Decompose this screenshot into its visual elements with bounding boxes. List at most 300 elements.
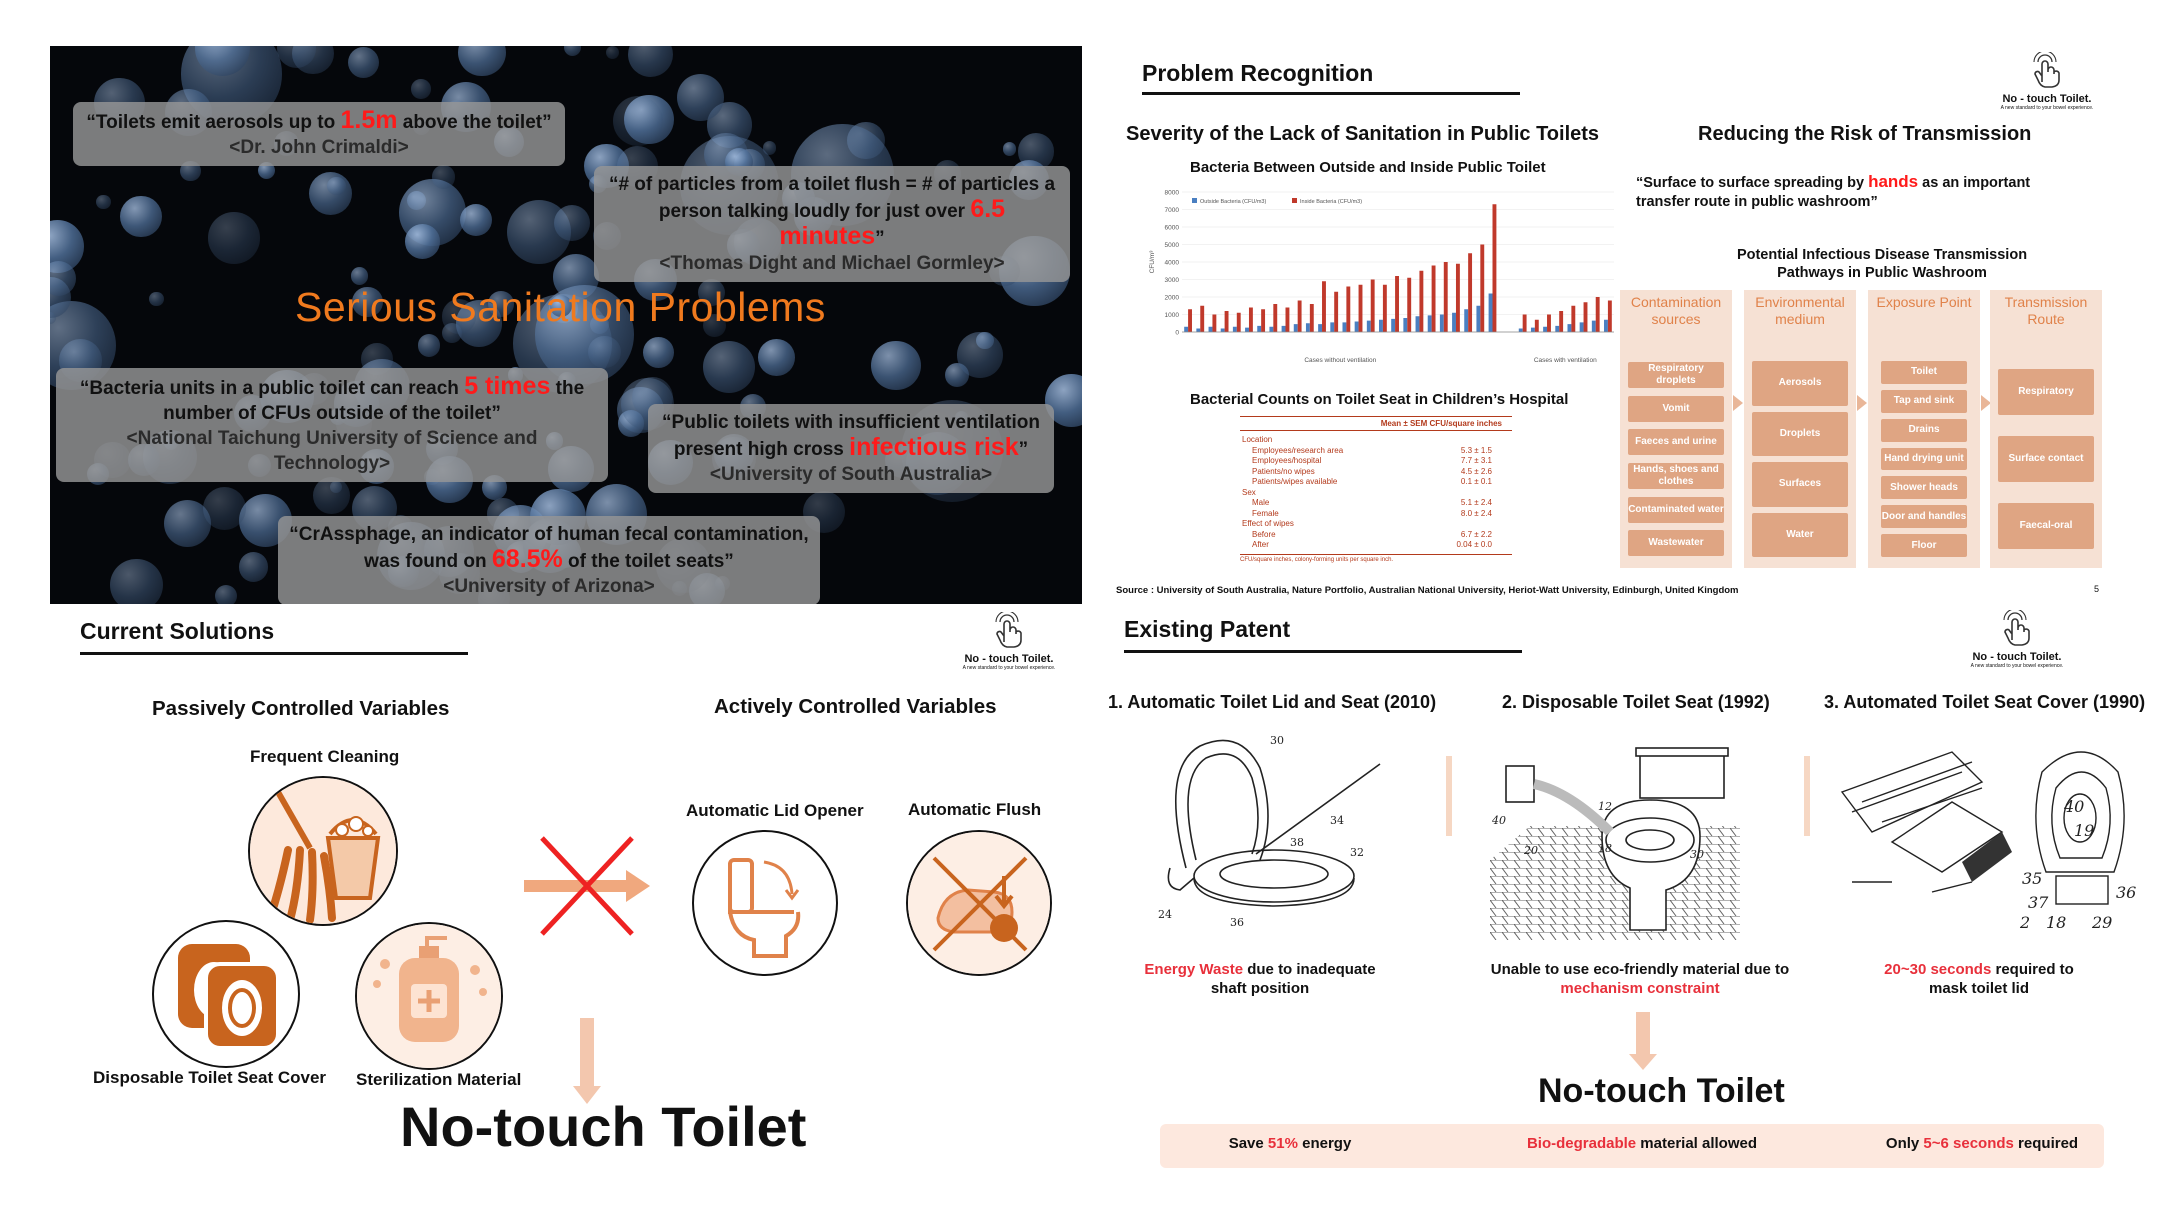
bacteria-bubble [327,177,346,196]
quote-highlight: hands [1868,172,1919,191]
quote-text: ” [1018,439,1029,460]
row-label: Effect of wipes [1242,519,1294,528]
quote-source: <University of Arizona> [443,576,655,597]
section-header-solutions: Current Solutions [80,618,275,644]
row-value: 5.3 ± 1.5 [1460,445,1492,455]
bar-inside [1346,287,1350,333]
y-tick-label: 8000 [1164,189,1179,197]
frequent-cleaning-label: Frequent Cleaning [250,747,400,766]
note-text: required to mask toilet lid [1928,961,2074,997]
pathway-item: Respiratory [1998,369,2094,415]
bar-outside [1464,309,1468,332]
bacteria-bubble [418,334,440,356]
patent-title-2: 2. Disposable Toilet Seat (1992) [1502,692,1770,712]
bar-inside [1237,313,1241,332]
logo-name: No - touch Toilet. [964,653,1054,665]
bar-inside [1584,302,1588,332]
quote-highlight: 6.5 minutes [779,195,1006,250]
figure-label: 38 [1290,836,1304,849]
figure-label: 37 [2028,893,2049,912]
frequent-cleaning-circle [248,776,398,926]
bar-outside [1367,321,1371,332]
benefit-text: material allowed [1636,1135,1758,1152]
figure-label: 12 [1598,800,1612,813]
bar-outside [1543,327,1547,332]
pathway-item: Surfaces [1752,462,1848,507]
bar-inside [1480,245,1484,333]
patent-title-3: 3. Automated Toilet Seat Cover (1990) [1824,692,2146,712]
bar-inside [1523,315,1527,333]
right-subtitle: Reducing the Risk of Transmission [1698,123,2032,145]
pathway-arrow-icon [1857,395,1867,411]
logo-tagline: A new standard to your bowel experience. [1970,663,2064,669]
row-label: After [1252,540,1269,549]
bar-inside [1298,301,1302,333]
group-label: Cases with ventilation [1533,357,1597,364]
bar-outside [1257,326,1261,332]
bar-outside [1379,320,1383,332]
bar-inside [1571,306,1575,332]
bar-outside [1476,306,1480,332]
bar-inside [1432,266,1436,333]
row-label: Sex [1242,487,1256,497]
disposable-cover-circle [152,920,300,1068]
legend-inside: Inside Bacteria (CFU/m3) [1300,199,1363,205]
sanitizer-bottle-icon [357,924,501,1068]
y-tick-label: 6000 [1164,224,1179,232]
benefit-material [1526,1134,1758,1153]
column-separator [1446,756,1452,836]
bar-inside [1535,320,1539,332]
bar-outside [1245,328,1249,332]
table-row [1240,467,1512,478]
bar-outside [1318,324,1322,332]
quote-text: the number of CFUs outside of the toilet” [163,378,585,424]
bar-inside [1395,276,1399,332]
figure-label: 19 [2074,821,2095,840]
bacteria-bubble [628,46,673,77]
note-highlight: 20~30 seconds [1884,961,1992,978]
pathway-item: Water [1752,513,1848,558]
bar-outside [1233,327,1237,332]
bar-outside [1592,321,1596,332]
note-highlight: mechanism constraint [1560,980,1720,997]
brand-logo [1972,52,2122,111]
bar-inside [1419,271,1423,332]
bacteria-bubble [120,196,162,238]
figure-label: 24 [1158,908,1172,921]
bacteria-bubble [203,487,246,530]
bacteria-bubble [351,267,369,285]
quote-text: of the toilet seats” [562,551,734,572]
benefit-highlight: 5~6 seconds [1923,1135,2014,1152]
pathway-item: Shower heads [1881,476,1967,499]
bar-outside [1330,322,1334,332]
note-highlight: Energy Waste [1144,961,1244,978]
row-value: 5.1 ± 2.4 [1460,498,1492,507]
touch-hand-icon [2000,610,2034,646]
pathway-item: Toilet [1881,361,1967,384]
bar-inside [1383,285,1387,332]
table-row [1240,540,1512,551]
bar-outside [1452,313,1456,332]
bar-inside [1273,304,1277,332]
patent-note-3 [1864,960,2094,998]
brand-logo [934,612,1084,671]
table-row [1240,509,1512,520]
logo-tagline: A new standard to your bowel experience. [962,665,1056,671]
bar-inside [1608,301,1612,333]
bacteria-bubble [643,337,674,368]
bar-inside [1310,304,1314,332]
patent-drawing-seat-cover [1832,732,2142,938]
bacteria-bar-chart [1146,182,1622,364]
bacteria-bubble [208,212,259,263]
down-arrow-stem [1636,1012,1650,1054]
table-row [1240,477,1512,488]
row-value: 0.1 ± 0.1 [1460,477,1492,486]
bar-outside [1403,318,1407,332]
pathway-column-title: Environmental medium [1755,294,1845,327]
patent-drawing-lid-seat [1150,728,1400,934]
pathway-item: Tap and sink [1881,390,1967,413]
y-tick-label: 1000 [1164,312,1179,319]
table-row [1240,435,1512,446]
bacteria-bubble [405,224,440,259]
row-label: Location [1242,435,1273,444]
quote-bacteria-units [56,368,608,482]
section-header-patent: Existing Patent [1124,616,1291,642]
bar-inside [1286,308,1290,333]
bacteria-bubble [677,74,724,121]
chart-title: Bacteria Between Outside and Inside Public Toilet [1190,159,1546,176]
down-arrow-stem [580,1018,594,1086]
benefit-highlight: 51% [1267,1135,1298,1152]
down-arrow-icon [1629,1054,1657,1070]
bar-outside [1355,322,1359,333]
no-touch-result: No-touch Toilet [400,1095,807,1158]
benefit-highlight: Bio-degradable [1526,1135,1637,1152]
bar-inside [1596,297,1600,332]
rejected-arrow-icon [522,830,656,942]
benefit-text: Only [1885,1135,1924,1152]
bar-inside [1249,308,1253,333]
bar-inside [1407,278,1411,332]
figure-label: 18 [1598,842,1612,855]
bar-outside [1269,327,1273,332]
benefit-text: required [2013,1135,2079,1152]
active-title: Actively Controlled Variables [714,695,997,718]
figure-label: 20 [1524,844,1538,857]
row-value: 7.7 ± 3.1 [1460,456,1492,465]
bar-outside [1428,315,1432,332]
row-value: 8.0 ± 2.4 [1460,508,1492,518]
benefit-time [1862,1134,2102,1153]
sanitation-problems-panel [50,46,1082,604]
quote-highlight: 1.5m [340,106,398,134]
row-label: Employees/research area [1252,445,1344,455]
bacteria-bubble [606,46,619,59]
quote-text: above the toilet” [397,112,552,133]
hands-quote [1636,172,2076,212]
bacteria-bubble [460,204,492,236]
benefit-text: Save [1228,1135,1268,1152]
pathway-item: Faecal-oral [1998,503,2094,549]
quote-source: <Thomas Dight and Michael Gormley> [659,253,1005,274]
lid-opener-label: Automatic Lid Opener [686,801,864,820]
quote-aerosols [73,102,565,166]
bar-outside [1209,327,1213,332]
bar-inside [1334,292,1338,332]
legend-swatch-inside [1292,198,1297,203]
figure-label: 30 [1690,848,1704,861]
bacteria-bubble [110,559,163,604]
note-text: due to inadequate shaft position [1210,961,1376,997]
table-header: Mean ± SEM CFU/square inches [1240,416,1512,431]
table-row [1240,519,1512,530]
pathway-item: Contaminated water [1628,497,1724,523]
bacteria-bubble [458,46,506,76]
pathway-item: Hand drying unit [1881,448,1967,471]
pathway-column-title: Exposure Point [1876,294,1972,310]
left-subtitle: Severity of the Lack of Sanitation in Public Toilets [1126,123,1600,145]
bacteria-bubble [554,205,590,241]
bar-outside [1440,315,1444,333]
bacteria-bubble [588,336,620,368]
quote-highlight: 5 times [464,372,551,400]
quote-highlight: 68.5% [491,545,563,573]
quote-ventilation [648,404,1054,493]
bar-inside [1225,311,1229,332]
pathway-item: Droplets [1752,412,1848,457]
bar-inside [1371,280,1375,333]
figure-label: 40 [1492,814,1506,827]
bar-inside [1188,309,1192,332]
quote-text: “Surface to surface spreading by [1636,175,1869,191]
pathway-item: Drains [1881,419,1967,442]
bar-outside [1531,328,1535,332]
bar-outside [1416,316,1420,332]
figure-label: 36 [1230,916,1244,929]
bar-inside [1200,306,1204,332]
table-row [1240,498,1512,509]
flush-button-icon [908,832,1050,974]
figure-label: 2 [2020,913,2031,932]
figure-label: 18 [2046,913,2067,932]
figure-label: 29 [2092,913,2113,932]
quote-text: ” [875,228,885,249]
benefit-energy [1180,1134,1400,1153]
bacteria-bubble [703,341,755,393]
bacteria-bubble [1003,142,1016,155]
row-label: Before [1252,529,1276,539]
bar-inside [1456,264,1460,332]
pathway-item: Wastewater [1628,530,1724,556]
bar-outside [1604,320,1608,332]
pathway-item: Respiratory droplets [1628,362,1724,388]
y-tick-label: 7000 [1164,207,1179,214]
bacteria-bubble [432,165,455,188]
row-label: Patients/no wipes [1252,466,1315,476]
y-tick-label: 5000 [1164,242,1179,249]
section-header-problem: Problem Recognition [1142,60,1374,86]
table-row [1240,456,1512,467]
panel-title: Serious Sanitation Problems [295,284,826,330]
sterilization-label: Sterilization Material [356,1070,522,1089]
y-tick-label: 3000 [1164,277,1179,284]
mop-bucket-icon [250,778,396,924]
bar-outside [1282,326,1286,332]
benefit-text: energy [1297,1135,1352,1152]
bar-inside [1322,281,1326,332]
y-tick-label: 0 [1175,329,1179,337]
table-body [1240,435,1512,551]
figure-label: 32 [1350,846,1364,859]
disposable-cover-label: Disposable Toilet Seat Cover [93,1068,327,1087]
bar-outside [1489,294,1493,333]
quote-text: “CrAssphage, an indicator of human fecal contamination, was found on [289,524,809,572]
bar-outside [1221,329,1225,333]
quote-source: <Dr. John Crimaldi> [229,137,409,158]
bacteria-bubble [411,79,431,99]
y-tick-label: 2000 [1164,294,1179,302]
patent-note-2 [1490,960,1790,998]
row-label: Female [1252,508,1279,518]
legend-swatch-outside [1192,198,1197,203]
bar-outside [1184,327,1188,332]
sterilization-circle [355,922,503,1070]
figure-label: 35 [2022,869,2043,888]
logo-tagline: A new standard to your bowel experience. [2000,105,2094,111]
group-label: Cases without ventilation [1304,357,1377,364]
bar-outside [1519,329,1523,333]
bar-outside [1391,319,1395,332]
bar-outside [1555,326,1559,332]
bacteria-bubble [149,292,164,307]
header-underline [80,652,468,655]
header-underline [1142,92,1520,95]
pathway-item: Aerosols [1752,361,1848,406]
pathway-column-title: Transmission Route [2004,294,2088,327]
bar-outside [1196,329,1200,333]
source-note: Source : University of South Australia, Nature Portfolio, Australian National University, Heriot-Watt University, Edinburgh, United Kingdom [1116,585,1739,596]
figure-label: 40 [2064,797,2085,816]
seat-cover-icon [154,922,298,1066]
quote-highlight: infectious risk [849,433,1019,461]
touch-hand-icon [992,612,1026,648]
no-touch-result: No-touch Toilet [1538,1072,1785,1110]
row-label: Patients/wipes available [1252,477,1338,486]
row-label: Male [1252,498,1270,507]
quote-particles [594,166,1070,282]
page-number: 5 [2094,584,2100,594]
table-row [1240,446,1512,457]
bar-outside [1567,324,1571,332]
row-value: 6.7 ± 2.2 [1460,529,1492,539]
row-value: 4.5 ± 2.6 [1460,466,1492,476]
auto-flush-circle [906,830,1052,976]
y-tick-label: 4000 [1164,259,1179,267]
bacteria-bubble [871,341,920,390]
bar-inside [1468,253,1472,332]
pathway-item: Floor [1881,534,1967,557]
bacteria-bubble [215,585,237,604]
pathway-item: Hands, shoes and clothes [1628,463,1724,489]
table-row [1240,488,1512,499]
quote-source: <University of South Australia> [709,464,993,485]
row-label: Employees/hospital [1252,456,1322,465]
table-row [1240,530,1512,541]
bar-outside [1306,323,1310,332]
bacterial-count-table [1240,416,1512,563]
y-axis-label: CFU/m³ [1149,250,1156,274]
pathway-item: Faeces and urine [1628,429,1724,455]
patent-title-1: 1. Automatic Toilet Lid and Seat (2010) [1108,692,1437,712]
pathway-item: Vomit [1628,396,1724,422]
bar-outside [1580,322,1584,332]
bacteria-bubble [348,47,379,78]
quote-text: as an important transfer route in public washroom” [1636,175,2031,210]
quote-text: “# of particles from a toilet flush = # of particles a person talking loudly for just over [608,174,1056,222]
touch-hand-icon [2030,52,2064,88]
bacteria-bubble [239,552,269,582]
table-title: Bacterial Counts on Toilet Seat in Children’s Hospital [1190,391,1569,408]
bacteria-bubble [313,477,350,514]
bar-outside [1342,322,1346,332]
pathway-title: Potential Infectious Disease Transmission Pathways in Public Washroom [1736,247,2028,281]
bacteria-bubble [957,332,1003,378]
bacteria-bubble [96,195,111,210]
pathway-item: Door and handles [1881,505,1967,528]
patent-note-1 [1140,960,1380,998]
bar-inside [1547,315,1551,333]
bar-inside [1444,262,1448,332]
lid-opener-circle [692,830,838,976]
row-value: 0.04 ± 0.0 [1456,540,1492,549]
quote-text: “Bacteria units in a public toilet can reach [79,378,465,399]
pathway-column-title: Contamination sources [1630,294,1722,327]
brand-logo [1942,610,2092,669]
bacteria-bubble [613,96,663,146]
bar-outside [1294,324,1298,332]
logo-name: No - touch Toilet. [1972,651,2062,663]
table-footnote: CFU/square inches, colony-forming units per square inch. [1240,554,1512,563]
bar-inside [1261,309,1265,332]
pathway-arrow-icon [1733,395,1743,411]
bar-inside [1359,285,1363,332]
pathway-item: Surface contact [1998,436,2094,482]
bacteria-bubble [564,46,581,56]
header-underline [1124,650,1522,653]
note-text: Unable to use eco-friendly material due to [1490,961,1790,978]
bacteria-bubble [758,339,795,376]
column-separator [1804,756,1810,836]
quote-text: “Toilets emit aerosols up to [86,112,341,133]
bar-inside [1493,204,1497,332]
quote-crassphage [278,516,820,604]
logo-name: No - touch Toilet. [2002,93,2092,105]
quote-text: “Public toilets with insufficient ventilation present high cross [662,412,1040,460]
bar-inside [1559,311,1563,332]
figure-label: 34 [1330,814,1344,827]
passive-title: Passively Controlled Variables [152,697,450,720]
bar-inside [1212,315,1216,333]
toilet-lid-icon [694,832,836,974]
patent-drawing-disposable-seat [1490,740,1740,940]
figure-label: 36 [2116,883,2137,902]
figure-label: 30 [1270,734,1284,747]
legend-outside: Outside Bacteria (CFU/m3) [1200,199,1267,205]
